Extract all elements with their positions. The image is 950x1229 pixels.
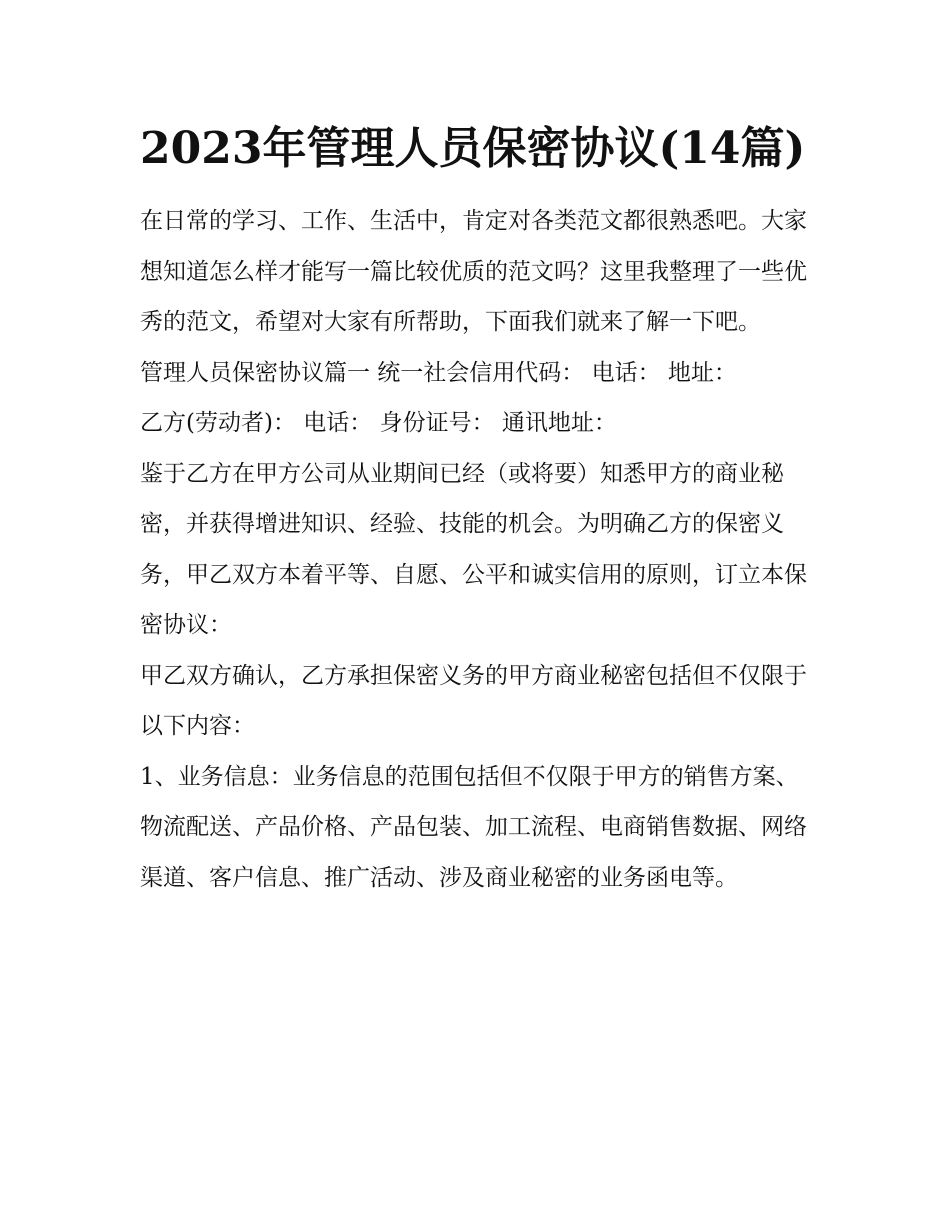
confirmation-paragraph: 甲乙双方确认，乙方承担保密义务的甲方商业秘密包括但不仅限于以下内容： [140, 662, 807, 739]
intro-paragraph: 在日常的学习、工作、生活中，肯定对各类范文都很熟悉吧。大家想知道怎么样才能写一篇比较优质的范文吗？这里我整理了一些优秀的范文，希望对大家有所帮助，下面我们就来了解一下吧。 [140, 208, 807, 335]
business-info-clause: 1、业务信息：业务信息的范围包括但不仅限于甲方的销售方案、物流配送、产品价格、产品包装、加工流程、电商销售数据、网络渠道、客户信息、推广活动、涉及商业秘密的业务函电等。 [140, 763, 807, 891]
preamble-paragraph: 鉴于乙方在甲方公司从业期间已经（或将要）知悉甲方的商业秘密，并获得增进知识、经验、技能的机会。为明确乙方的保密义务，甲乙双方本着平等、自愿、公平和诚实信用的原则，订立本保密协议： [140, 460, 807, 638]
party-b-info-line: 乙方(劳动者)： 电话： 身份证号： 通讯地址： [140, 410, 617, 436]
party-a-info-line: 管理人员保密协议篇一 统一社会信用代码： 电话： 地址： [140, 359, 737, 386]
document-title: 2023年管理人员保密协议(14篇) [140, 123, 806, 174]
document-body [140, 112, 812, 903]
